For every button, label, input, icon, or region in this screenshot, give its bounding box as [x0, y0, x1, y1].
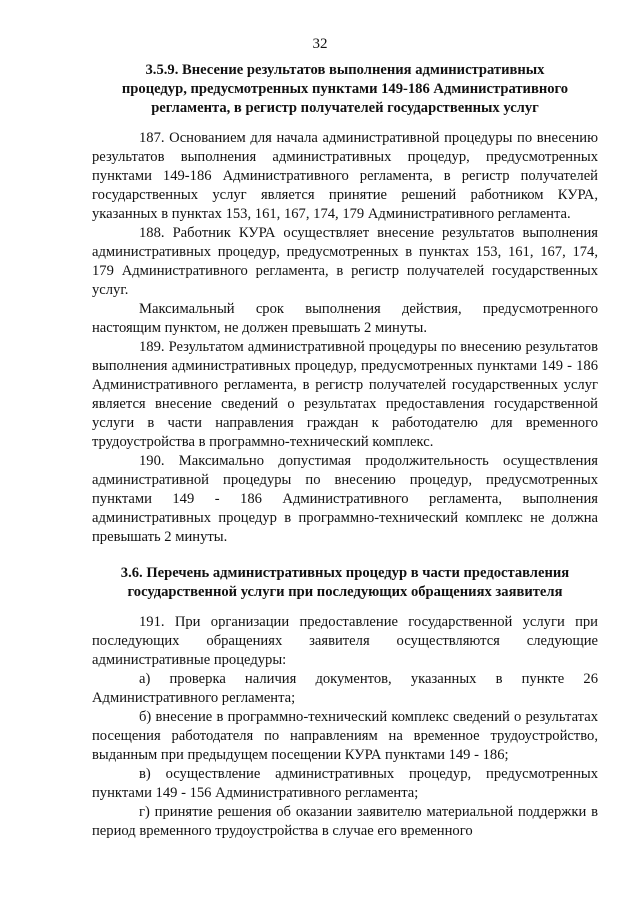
heading-line: 3.5.9. Внесение результатов выполнения административных: [145, 62, 545, 78]
heading-line: регламента, в регистр получателей государственных услуг: [151, 100, 539, 116]
paragraph-188: 188. Работник КУРА осуществляет внесение результатов выполнения административных процедур, предусмотренных в пунктах 153, 161, 167, 174, 179 Административного регламента, в регистр получателей государственных услуг.: [92, 225, 598, 298]
section-heading-3-5-9: [92, 61, 598, 118]
heading-line: 3.6. Перечень административных процедур в части предоставления: [120, 565, 570, 581]
section-3-5-9-body: [92, 129, 598, 547]
list-item-b: б) внесение в программно-технический комплекс сведений о результатах посещения работодателя по направлениям на временное трудоустройство, выданным при предыдущем посещении КУРА пунктами 149 - 186;: [92, 709, 598, 763]
section-3-6-body: [92, 613, 598, 841]
list-item-v: в) осуществление административных процедур, предусмотренных пунктами 149 - 156 Административного регламента;: [92, 766, 598, 801]
page-number: 32: [312, 36, 328, 52]
paragraph-189: 189. Результатом административной процедуры по внесению результатов выполнения административных процедур, предусмотренных пунктами 149 - 186 Административного регламента, в регистр получателей государственных услуг является внесение сведений о результатах предоставления государственной услуги в части направления граждан к работодателю для временного трудоустройства в программно-технический комплекс.: [92, 339, 598, 450]
heading-line: процедур, предусмотренных пунктами 149-186 Административного: [121, 81, 569, 97]
paragraph-187: 187. Основанием для начала административной процедуры по внесению результатов выполнения административных процедур, предусмотренных пунктами 149-186 Административного регламента, в регистр получателей государственных услуг является принятие решений работником КУРА, указанных в пунктах 153, 161, 167, 174, 179 Административного регламента.: [92, 130, 598, 222]
list-item-a: а) проверка наличия документов, указанных в пункте 26 Административного регламента;: [92, 671, 598, 706]
heading-line: государственной услуги при последующих обращениях заявителя: [127, 584, 563, 600]
list-item-g: г) принятие решения об оказании заявителю материальной поддержки в период временного трудоустройства в случае его временного: [92, 804, 598, 839]
section-heading-3-6: [92, 564, 598, 602]
paragraph-190: 190. Максимально допустимая продолжительность осуществления административной процедуры по внесению процедур, предусмотренных пунктами 149 - 186 Административного регламента, выполнения административных процедур в программно-технический комплекс не должна превышать 2 минуты.: [92, 453, 598, 545]
paragraph-191: 191. При организации предоставление государственной услуги при последующих обращениях заявителя осуществляются следующие административные процедуры:: [92, 614, 598, 668]
paragraph-max-time: Максимальный срок выполнения действия, предусмотренного настоящим пунктом, не должен превышать 2 минуты.: [92, 301, 598, 336]
